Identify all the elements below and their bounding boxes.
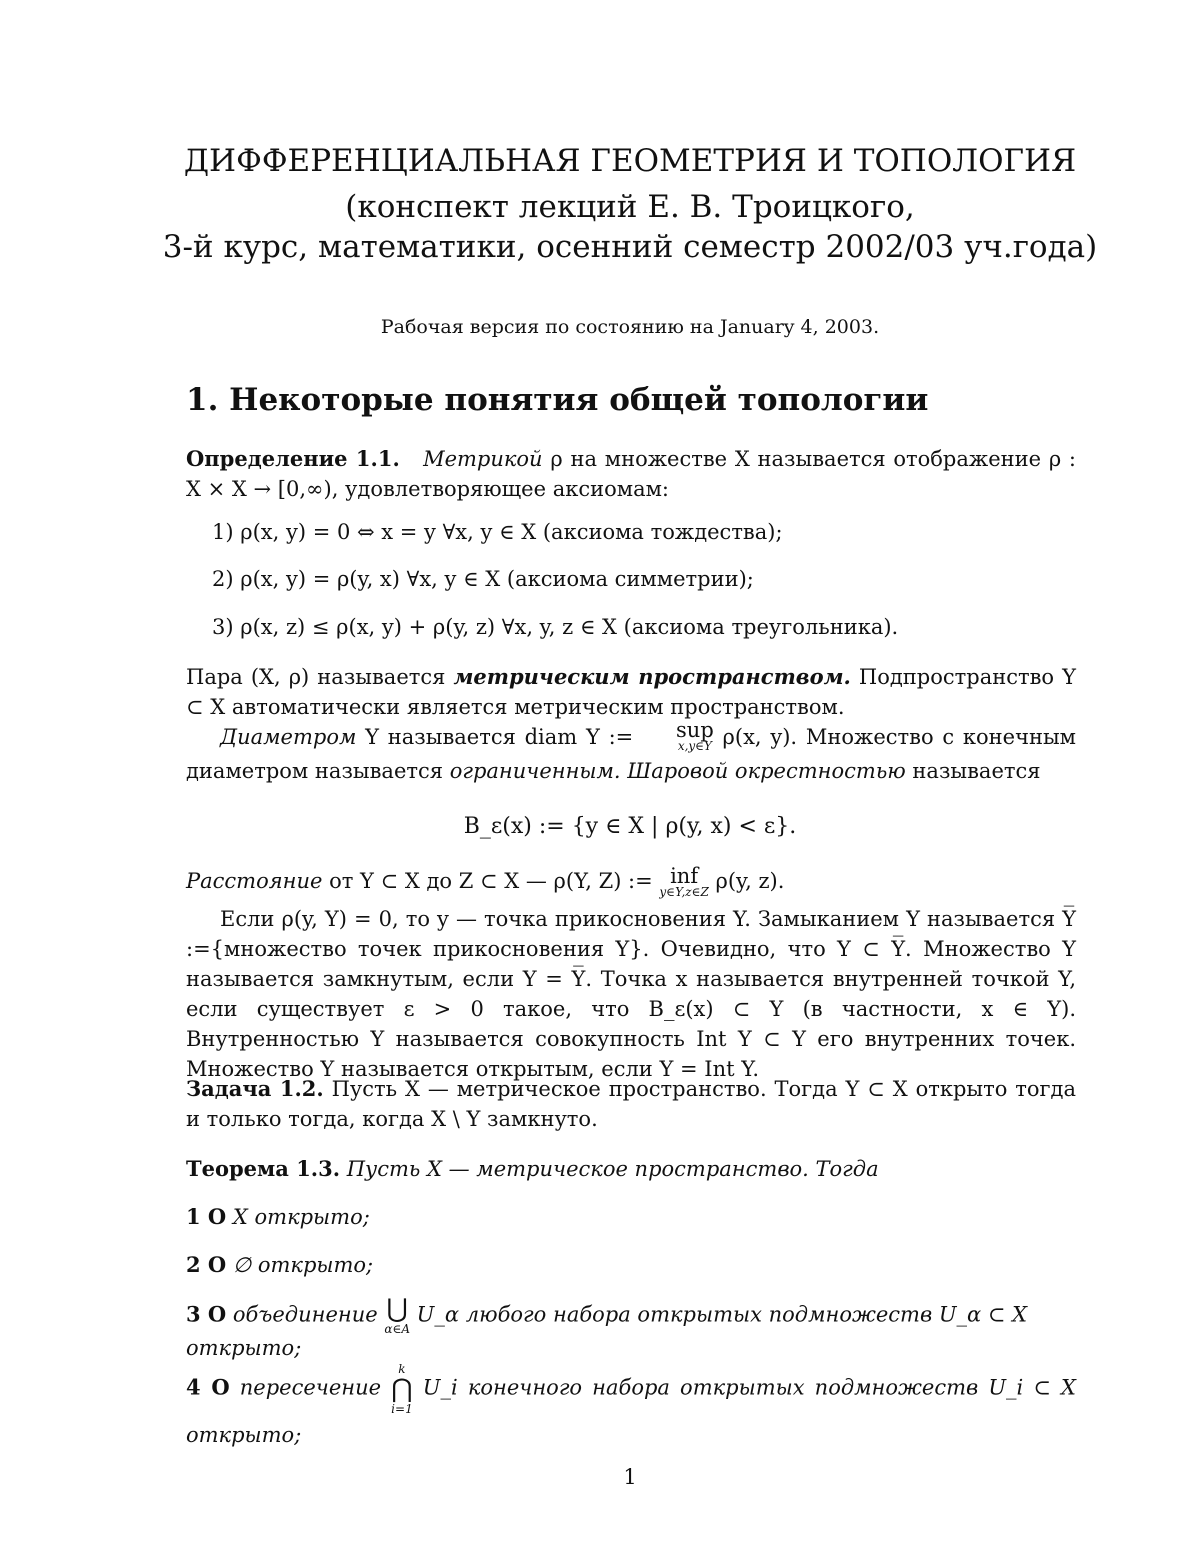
para1-text-a: Пара (X, ρ) называется [186,665,454,689]
theorem-label: Теорема 1.3. [186,1156,341,1181]
theorem-item-2 [186,1252,1076,1277]
document-subtitle-2: 3-й курс, математики, осенний семестр 2002/03 уч.года) [162,229,1098,265]
version-line: Рабочая версия по состоянию на January 4, 2003. [380,316,880,338]
item-1-text: X открыто; [226,1205,370,1229]
item-4-pre: пересечение [229,1375,392,1400]
definition-label: Определение 1.1. [186,446,400,471]
theorem-item-4 [186,1362,1076,1454]
intersection-superscript: k [398,1362,406,1376]
para2-text-a: Y называется diam Y := [356,725,643,749]
document-subtitle-1: (конспект лекций Е. В. Троицкого, [345,189,915,225]
term-bounded: ограниченным. [449,759,621,783]
theorem-item-1 [186,1204,1076,1229]
paragraph-closure: Если ρ(y, Y) = 0, то y — точка прикосновения Y. Замыканием Y называется Y̅ :={множество точек прикосновения Y}. Очевидно, что Y ⊂ Y̅. Множество Y называется замкнутым, если Y = Y̅. Точка x называется внутренней точкой Y, если существует ε > 0 такое, что B_ε(x) ⊂ Y (в частности, x ∈ Y). Внутренностью Y называется совокупность Int Y ⊂ Y его внутренних точек. Множество Y называется открытым, если Y = Int Y. [186,907,1076,1081]
axiom-2: 2) ρ(x, y) = ρ(y, x) ∀x, y ∈ X (аксиома симметрии); [212,567,754,591]
union-operator [384,1296,410,1336]
task-1-2 [186,1074,1076,1134]
paragraph-metric-space [186,662,1076,722]
task-text: Пусть X — метрическое пространство. Тогда Y ⊂ X открыто тогда и только тогда, когда X \ Y замкнуто. [186,1077,1076,1131]
item-4-post: U_i конечного набора открытых подмножеств U_i ⊂ X открыто; [186,1375,1077,1447]
item-1-label: 1 O [186,1204,227,1229]
section-heading: 1. Некоторые понятия общей топологии [186,382,929,418]
theorem-text: Пусть X — метрическое пространство. Тогда [340,1157,879,1181]
term-diameter: Диаметром [220,725,357,749]
definition-term: Метрикой [423,447,543,471]
intersection-subscript: i=1 [391,1402,413,1416]
item-3-label: 3 O [186,1301,227,1327]
inf-operator [659,866,708,898]
theorem-item-3 [186,1296,1076,1360]
para1-text-b: Подпространство Y ⊂ X автоматически является метрическим пространством. [186,665,1076,719]
para2-text-c: называется [905,759,1041,783]
item-4-label: 4 O [186,1374,230,1400]
intersection-operator [391,1362,413,1416]
para2-text-b: ρ(x, y). Множество с конечным диаметром называется [186,725,1077,783]
item-2-label: 2 O [186,1252,227,1277]
definition-1-1 [186,444,1076,504]
paragraph-diameter [186,720,1076,788]
item-3-pre: объединение [226,1302,385,1327]
inf-subscript: y∈Y,z∈Z [659,885,709,899]
paragraph-distance [186,866,1076,898]
term-distance: Расстояние [186,869,323,893]
item-2-text: ∅ открыто; [226,1253,374,1277]
para3-text-a: от Y ⊂ X до Z ⊂ X — ρ(Y, Z) := [322,869,660,893]
sup-subscript: x,y∈Y [677,739,712,753]
definition-text: ρ на множестве X называется отображение ρ : X × X → [0,∞), удовлетворяющее аксиомам: [186,447,1076,501]
union-subscript: α∈A [384,1322,410,1336]
intersection-symbol: ⋂ [391,1374,413,1404]
term-ball: Шаровой окрестностью [620,759,906,783]
task-label: Задача 1.2. [186,1076,324,1101]
sup-label: sup [676,718,714,742]
theorem-1-3 [186,1156,1076,1181]
page-number: 1 [623,1465,637,1489]
inf-label: inf [670,864,699,888]
sup-operator [642,720,714,752]
union-symbol: ⋃ [386,1294,408,1324]
axiom-1: 1) ρ(x, y) = 0 ⇔ x = y ∀x, y ∈ X (аксиома тождества); [212,520,783,544]
para3-text-b: ρ(y, z). [708,869,785,893]
item-3-post: U_α любого набора открытых подмножеств U_α ⊂ X открыто; [186,1302,1028,1360]
document-title: ДИФФЕРЕНЦИАЛЬНАЯ ГЕОМЕТРИЯ И ТОПОЛОГИЯ [183,143,1077,179]
formula-ball: B_ε(x) := {y ∈ X | ρ(y, x) < ε}. [463,814,797,839]
axiom-3: 3) ρ(x, z) ≤ ρ(x, y) + ρ(y, z) ∀x, y, z ∈ X (аксиома треугольника). [212,615,899,639]
term-metric-space: метрическим пространством. [453,664,851,689]
